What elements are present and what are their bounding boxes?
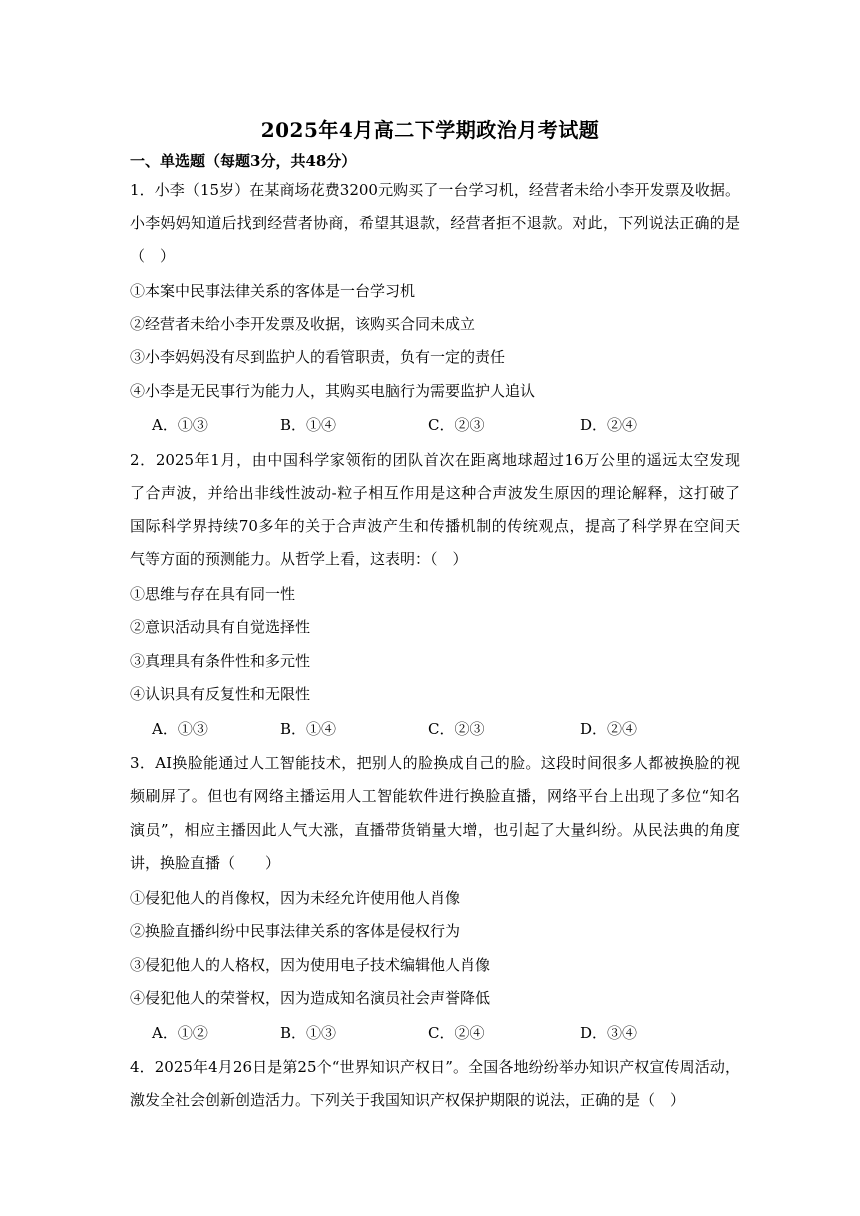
q2-option-d[interactable]: D．②④	[580, 720, 638, 738]
q1-option-d[interactable]: D．②④	[580, 416, 638, 434]
q2-stem-line-1: 2．2025年1月，由中国科学家领衔的团队首次在距离地球超过16万公里的遥远太空发现	[130, 451, 740, 469]
q1-option-b[interactable]: B．①④	[280, 416, 337, 434]
q2-stem-line-2: 了合声波，并给出非线性波动-粒子相互作用是这种合声波发生原因的理论解释，这打破了	[130, 484, 740, 502]
q1-statement-3: ③小李妈妈没有尽到监护人的看管职责，负有一定的责任	[130, 348, 506, 366]
q1-option-c[interactable]: C．②③	[428, 416, 485, 434]
q2-stem-line-4: 气等方面的预测能力。从哲学上看，这表明：（ ）	[130, 550, 468, 568]
q2-statement-1: ①思维与存在具有同一性	[130, 585, 296, 603]
q3-option-c[interactable]: C．②④	[428, 1024, 485, 1042]
q1-stem-line-1: 1．小李（15岁）在某商场花费3200元购买了一台学习机，经营者未给小李开发票及收据。	[130, 181, 740, 199]
q2-statement-3: ③真理具有条件性和多元性	[130, 652, 311, 670]
q1-option-a[interactable]: A．①③	[152, 416, 208, 434]
q3-stem-line-4: 讲，换脸直播（ ）	[130, 854, 281, 872]
q2-option-a[interactable]: A．①③	[152, 720, 208, 738]
q3-option-d[interactable]: D．③④	[580, 1024, 638, 1042]
q2-option-c[interactable]: C．②③	[428, 720, 485, 738]
q3-stem-line-1: 3．AI换脸能通过人工智能技术，把别人的脸换成自己的脸。这段时间很多人都被换脸的视	[130, 754, 740, 772]
q1-statement-2: ②经营者未给小李开发票及收据，该购买合同未成立	[130, 315, 476, 333]
q4-stem-line-2: 激发全社会创新创造活力。下列关于我国知识产权保护期限的说法，正确的是（ ）	[130, 1091, 686, 1109]
q2-option-b[interactable]: B．①④	[280, 720, 337, 738]
q2-stem-line-3: 国际科学界持续70多年的关于合声波产生和传播机制的传统观点，提高了科学界在空间天	[130, 517, 740, 535]
q3-option-b[interactable]: B．①③	[280, 1024, 337, 1042]
q2-statement-2: ②意识活动具有自觉选择性	[130, 618, 311, 636]
page-title: 2025年4月高二下学期政治月考试题	[260, 118, 600, 142]
q4-stem-line-1: 4．2025年4月26日是第25个“世界知识产权日”。全国各地纷纷举办知识产权宣传周活动，	[130, 1058, 740, 1076]
q3-stem-line-3: 演员”，相应主播因此人气大涨，直播带货销量大增，也引起了大量纠纷。从民法典的角度	[130, 821, 740, 839]
q2-statement-4: ④认识具有反复性和无限性	[130, 685, 311, 703]
q3-statement-2: ②换脸直播纠纷中民事法律关系的客体是侵权行为	[130, 922, 461, 940]
q3-statement-1: ①侵犯他人的肖像权，因为未经允许使用他人肖像	[130, 889, 461, 907]
q1-statement-1: ①本案中民事法律关系的客体是一台学习机	[130, 282, 416, 300]
q3-statement-3: ③侵犯他人的人格权，因为使用电子技术编辑他人肖像	[130, 956, 491, 974]
q3-statement-4: ④侵犯他人的荣誉权，因为造成知名演员社会声誉降低	[130, 989, 491, 1007]
q3-option-a[interactable]: A．①②	[152, 1024, 208, 1042]
q1-statement-4: ④小李是无民事行为能力人，其购买电脑行为需要监护人追认	[130, 382, 536, 400]
q3-stem-line-2: 频刷屏了。但也有网络主播运用人工智能软件进行换脸直播，网络平台上出现了多位“知名	[130, 787, 740, 805]
section-heading: 一、单选题（每题3分，共48分）	[130, 152, 357, 170]
q1-stem-line-2: 小李妈妈知道后找到经营者协商，希望其退款，经营者拒不退款。对此，下列说法正确的是	[130, 214, 740, 232]
q1-stem-line-3: （ ）	[130, 247, 176, 265]
